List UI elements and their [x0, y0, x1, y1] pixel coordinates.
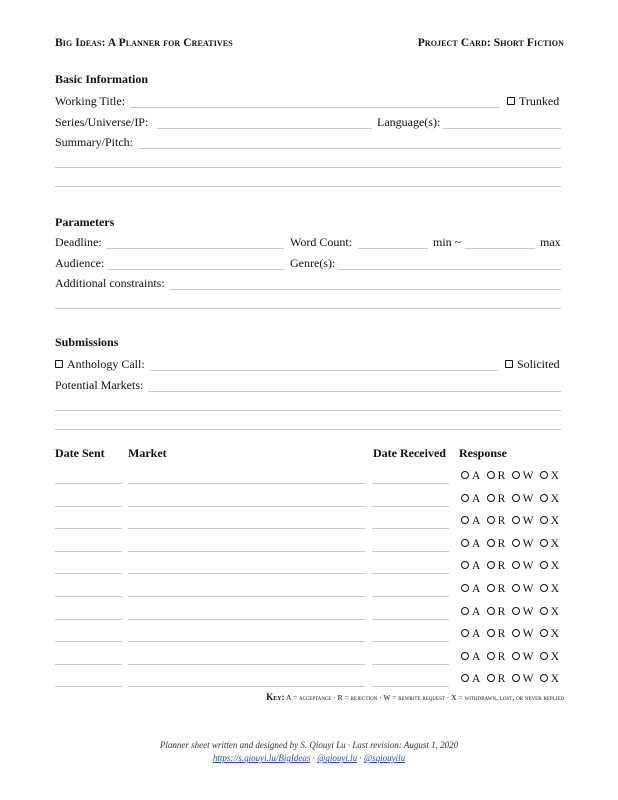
radio-circle-icon[interactable] [512, 674, 520, 682]
parameters-heading: Parameters [55, 215, 115, 229]
response-option-w[interactable] [512, 538, 534, 550]
response-option-w[interactable] [512, 628, 534, 640]
date-received-field[interactable] [372, 573, 449, 574]
radio-circle-icon[interactable] [540, 516, 548, 524]
response-option-x[interactable] [540, 515, 560, 527]
working-title-field[interactable] [130, 107, 500, 108]
min-label: min ~ [433, 235, 462, 249]
date-sent-field[interactable] [55, 551, 122, 552]
constraints-field[interactable] [170, 289, 561, 290]
col-date-received: Date Received [373, 446, 446, 460]
response-option-w[interactable] [512, 515, 534, 527]
market-field[interactable] [128, 528, 365, 529]
response-option-label: R [497, 583, 506, 595]
response-option-a[interactable] [461, 515, 481, 527]
deadline-label: Deadline: [55, 235, 102, 249]
word-count-label: Word Count: [290, 235, 353, 249]
radio-circle-icon[interactable] [540, 584, 548, 592]
response-options [461, 583, 565, 595]
anthology-field[interactable] [150, 370, 498, 371]
response-option-label: X [550, 492, 560, 505]
footer-credit: Planner sheet written and designed by S. Qiouyi Lu · Last revision: August 1, 2020 [159, 740, 459, 750]
anthology-option[interactable] [55, 357, 145, 372]
response-option-w[interactable] [512, 606, 534, 618]
response-option-label: A [472, 673, 481, 686]
response-option-label: W [522, 492, 534, 505]
radio-circle-icon[interactable] [540, 629, 548, 637]
response-option-label: W [522, 470, 534, 482]
trunked-label: Trunked [519, 94, 560, 108]
radio-circle-icon[interactable] [512, 561, 520, 569]
response-option-label: R [497, 470, 506, 482]
solicited-checkbox[interactable] [505, 360, 513, 368]
date-sent-field[interactable] [55, 686, 122, 687]
card-title: Project Card: Short Fiction [417, 37, 564, 49]
genres-field[interactable] [338, 269, 561, 270]
radio-circle-icon[interactable] [540, 652, 548, 660]
response-option-x[interactable] [540, 628, 560, 640]
trunked-checkbox[interactable] [507, 97, 515, 105]
response-option-x[interactable] [540, 538, 560, 550]
radio-circle-icon[interactable] [461, 471, 469, 479]
response-option-label: A [472, 650, 481, 663]
col-response: Response [459, 446, 508, 460]
response-option-a[interactable] [461, 628, 481, 640]
response-option-label: X [550, 515, 560, 528]
radio-circle-icon[interactable] [540, 674, 548, 682]
radio-circle-icon[interactable] [512, 584, 520, 592]
market-field[interactable] [128, 641, 365, 642]
submissions-heading: Submissions [55, 335, 119, 349]
website-link[interactable]: https://s.qiouyi.lu/BigIdeas [212, 753, 311, 763]
word-count-max-field[interactable] [465, 248, 535, 249]
response-option-label: W [522, 605, 534, 618]
markets-line[interactable] [55, 410, 561, 411]
market-field[interactable] [128, 573, 365, 574]
response-option-label: R [497, 492, 506, 505]
response-option-label: A [472, 628, 481, 641]
genres-label: Genre(s): [290, 256, 336, 270]
radio-circle-icon[interactable] [461, 539, 469, 547]
response-option-w[interactable] [512, 651, 534, 663]
response-option-label: R [497, 628, 506, 641]
radio-circle-icon[interactable] [540, 539, 548, 547]
response-option-a[interactable] [461, 673, 481, 685]
response-option-label: A [472, 583, 481, 595]
date-sent-field[interactable] [55, 596, 122, 597]
response-option-x[interactable] [540, 560, 560, 572]
response-options [461, 606, 565, 618]
constraints-label: Additional constraints: [55, 276, 165, 290]
response-option-label: W [522, 560, 534, 573]
response-option-label: W [522, 583, 534, 595]
radio-circle-icon[interactable] [487, 584, 495, 592]
deadline-field[interactable] [106, 248, 284, 249]
radio-circle-icon[interactable] [512, 652, 520, 660]
response-option-w[interactable] [512, 493, 534, 505]
response-option-a[interactable] [461, 560, 481, 572]
response-option-label: R [497, 537, 506, 550]
radio-circle-icon[interactable] [487, 674, 495, 682]
response-option-a[interactable] [461, 606, 481, 618]
response-option-r[interactable] [487, 583, 506, 595]
date-received-field[interactable] [372, 664, 449, 665]
response-option-a[interactable] [461, 651, 481, 663]
audience-field[interactable] [108, 269, 284, 270]
markets-field[interactable] [148, 391, 561, 392]
radio-circle-icon[interactable] [512, 539, 520, 547]
response-option-label: X [550, 605, 560, 618]
response-option-r[interactable] [487, 606, 506, 618]
summary-line[interactable] [55, 167, 561, 168]
market-field[interactable] [128, 686, 365, 687]
radio-circle-icon[interactable] [540, 561, 548, 569]
radio-circle-icon[interactable] [487, 652, 495, 660]
markets-label: Potential Markets: [55, 378, 144, 392]
solicited-label: Solicited [517, 357, 560, 371]
anthology-label: Anthology Call: [67, 357, 145, 371]
response-option-x[interactable] [540, 606, 560, 618]
col-market: Market [128, 446, 167, 460]
date-sent-field[interactable] [55, 664, 122, 665]
radio-circle-icon[interactable] [461, 607, 469, 615]
date-received-field[interactable] [372, 596, 449, 597]
radio-circle-icon[interactable] [461, 674, 469, 682]
response-option-label: W [522, 515, 534, 528]
radio-circle-icon[interactable] [512, 494, 520, 502]
response-option-label: W [522, 628, 534, 641]
footer-separator: · [312, 753, 315, 763]
footer-links [0, 753, 618, 763]
response-option-label: A [472, 515, 481, 528]
response-option-label: W [522, 673, 534, 686]
radio-circle-icon[interactable] [461, 494, 469, 502]
response-option-r[interactable] [487, 538, 506, 550]
response-options [461, 538, 565, 550]
date-received-field[interactable] [372, 619, 449, 620]
summary-field[interactable] [139, 148, 561, 149]
radio-circle-icon[interactable] [461, 652, 469, 660]
response-option-w[interactable] [512, 673, 534, 685]
response-options [461, 493, 565, 505]
radio-circle-icon[interactable] [487, 629, 495, 637]
response-option-label: W [522, 537, 534, 550]
response-options [461, 651, 565, 663]
radio-circle-icon[interactable] [461, 629, 469, 637]
market-field[interactable] [128, 483, 365, 484]
response-option-a[interactable] [461, 470, 481, 482]
date-sent-field[interactable] [55, 619, 122, 620]
radio-circle-icon[interactable] [540, 494, 548, 502]
date-sent-field[interactable] [55, 483, 122, 484]
date-received-field[interactable] [372, 686, 449, 687]
handle-link-2[interactable]: @sqiouyilu [363, 753, 406, 763]
response-option-label: R [497, 673, 506, 686]
key-label: Key: [266, 692, 285, 702]
response-option-label: X [550, 628, 560, 641]
series-field[interactable] [157, 128, 372, 129]
radio-circle-icon[interactable] [487, 471, 495, 479]
key-text: A = acceptance · R = rejection · W = rewrite request · X = withdrawn, lost, or never replied [286, 693, 564, 702]
word-count-min-field[interactable] [358, 248, 428, 249]
response-options [461, 673, 565, 685]
market-field[interactable] [128, 664, 365, 665]
constraints-line[interactable] [55, 308, 561, 309]
response-option-r[interactable] [487, 493, 506, 505]
response-option-label: R [497, 605, 506, 618]
date-sent-field[interactable] [55, 528, 122, 529]
response-option-x[interactable] [540, 651, 560, 663]
response-option-a[interactable] [461, 493, 481, 505]
response-option-label: R [497, 515, 506, 528]
response-option-r[interactable] [487, 628, 506, 640]
radio-circle-icon[interactable] [461, 584, 469, 592]
response-options [461, 470, 565, 482]
date-sent-field[interactable] [55, 506, 122, 507]
date-received-field[interactable] [372, 551, 449, 552]
response-option-x[interactable] [540, 583, 560, 595]
radio-circle-icon[interactable] [512, 471, 520, 479]
response-option-label: X [550, 583, 560, 595]
planner-title: Big Ideas: A Planner for Creatives [55, 37, 233, 49]
radio-circle-icon[interactable] [487, 494, 495, 502]
response-option-w[interactable] [512, 583, 534, 595]
radio-circle-icon[interactable] [487, 516, 495, 524]
date-sent-field[interactable] [55, 573, 122, 574]
response-option-r[interactable] [487, 651, 506, 663]
series-label: Series/Universe/IP: [55, 115, 149, 129]
response-option-w[interactable] [512, 560, 534, 572]
footer-separator: · [359, 753, 362, 763]
radio-circle-icon[interactable] [461, 561, 469, 569]
date-received-field[interactable] [372, 483, 449, 484]
response-option-label: R [497, 650, 506, 663]
radio-circle-icon[interactable] [540, 607, 548, 615]
summary-line[interactable] [55, 186, 561, 187]
response-options [461, 515, 565, 527]
handle-link-1[interactable]: @qiouyi.lu [317, 753, 358, 763]
response-option-a[interactable] [461, 538, 481, 550]
date-sent-field[interactable] [55, 641, 122, 642]
language-field[interactable] [443, 128, 561, 129]
radio-circle-icon[interactable] [512, 607, 520, 615]
response-option-label: X [550, 560, 560, 573]
response-option-a[interactable] [461, 583, 481, 595]
radio-circle-icon[interactable] [461, 516, 469, 524]
radio-circle-icon[interactable] [512, 516, 520, 524]
markets-line[interactable] [55, 429, 561, 430]
response-options [461, 560, 565, 572]
anthology-checkbox[interactable] [55, 360, 63, 368]
basic-info-heading: Basic Information [55, 72, 148, 86]
market-field[interactable] [128, 596, 365, 597]
response-option-r[interactable] [487, 470, 506, 482]
radio-circle-icon[interactable] [540, 471, 548, 479]
working-title-label: Working Title: [55, 94, 126, 108]
trunked-option[interactable] [507, 94, 559, 109]
response-option-x[interactable] [540, 470, 560, 482]
response-option-r[interactable] [487, 560, 506, 572]
response-key [266, 692, 564, 702]
response-option-label: W [522, 650, 534, 663]
audience-label: Audience: [55, 256, 105, 270]
response-option-r[interactable] [487, 515, 506, 527]
market-field[interactable] [128, 619, 365, 620]
market-field[interactable] [128, 551, 365, 552]
response-option-label: R [497, 560, 506, 573]
radio-circle-icon[interactable] [487, 561, 495, 569]
summary-label: Summary/Pitch: [55, 135, 133, 149]
radio-circle-icon[interactable] [487, 607, 495, 615]
response-option-x[interactable] [540, 493, 560, 505]
response-option-label: A [472, 470, 481, 482]
date-received-field[interactable] [372, 528, 449, 529]
date-received-field[interactable] [372, 641, 449, 642]
response-option-x[interactable] [540, 673, 560, 685]
market-field[interactable] [128, 506, 365, 507]
response-option-label: A [472, 537, 481, 550]
response-option-label: X [550, 537, 560, 550]
response-option-label: A [472, 492, 481, 505]
response-option-w[interactable] [512, 470, 534, 482]
max-label: max [540, 235, 561, 249]
response-option-label: A [472, 605, 481, 618]
col-date-sent: Date Sent [55, 446, 105, 460]
language-label: Language(s): [377, 115, 441, 129]
solicited-option[interactable] [505, 357, 560, 372]
response-options [461, 628, 565, 640]
response-option-label: X [550, 470, 560, 482]
radio-circle-icon[interactable] [512, 629, 520, 637]
response-option-label: X [550, 673, 560, 686]
response-option-r[interactable] [487, 673, 506, 685]
radio-circle-icon[interactable] [487, 539, 495, 547]
response-option-label: X [550, 650, 560, 663]
response-option-label: A [472, 560, 481, 573]
date-received-field[interactable] [372, 506, 449, 507]
